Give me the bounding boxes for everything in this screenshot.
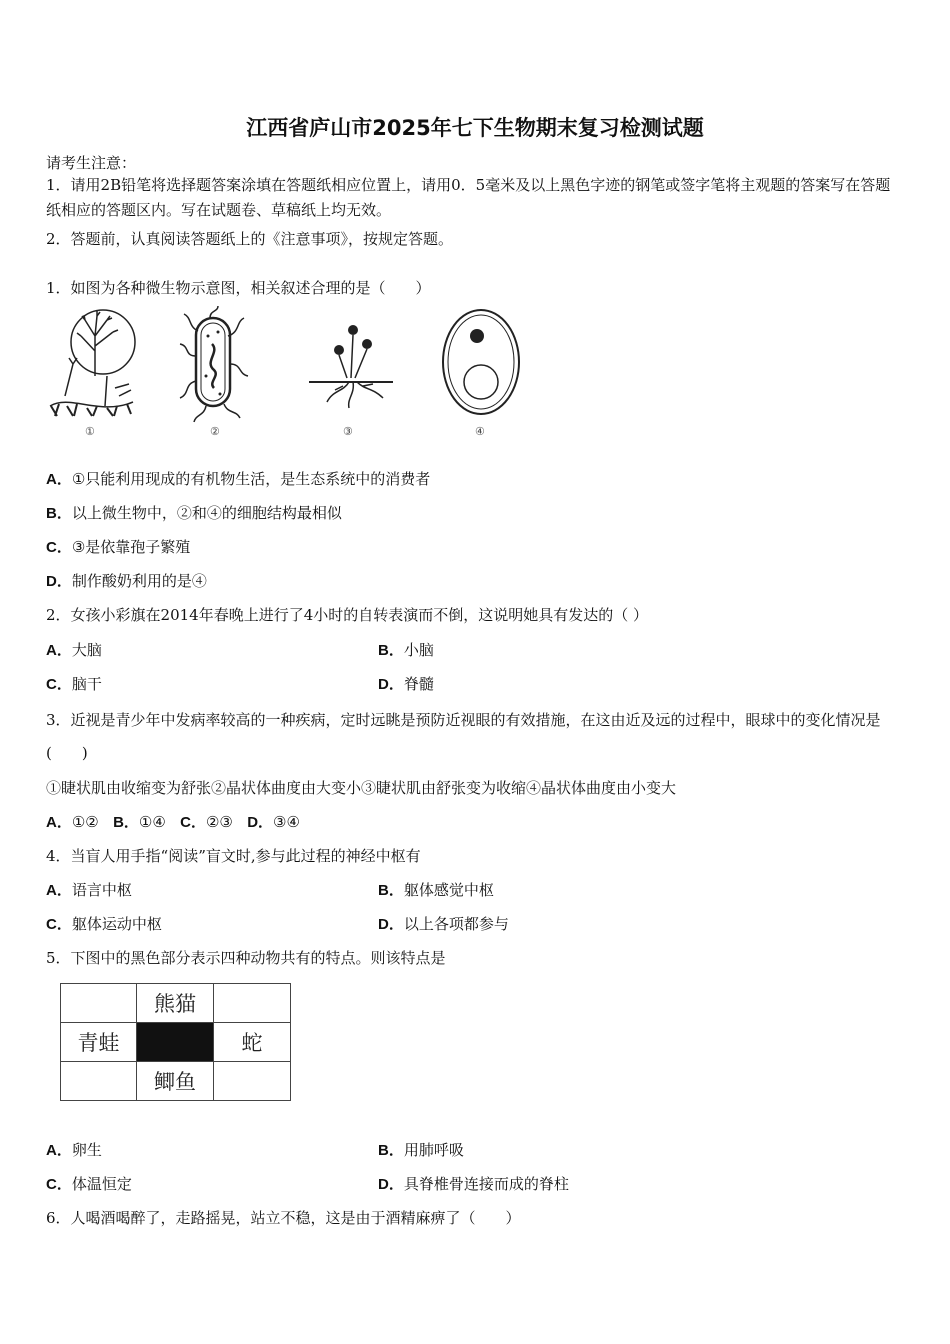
q1-option-b: B．以上微生物中，②和④的细胞结构最相似 (46, 504, 342, 522)
q4-option-a: A．语言中枢 (46, 881, 132, 899)
q3-options: A．①② B．①④ C．②③ D．③④ (46, 813, 300, 831)
microbe-figures (40, 306, 540, 444)
mold-figure-3 (303, 306, 395, 438)
grid-empty-cell (213, 1061, 291, 1101)
question-3-statements: ①睫状肌由收缩变为舒张②晶状体曲度由大变小③睫状肌由舒张变为收缩④晶状体曲度由小变大 (46, 779, 677, 797)
q5-option-c: C．体温恒定 (46, 1175, 132, 1193)
q2-option-b: B．小脑 (378, 641, 434, 659)
notice-item-2: 2．答题前，认真阅读答题纸上的《注意事项》，按规定答题。 (46, 230, 454, 248)
grid-empty-cell (60, 1061, 137, 1101)
yeast-figure-4 (435, 306, 527, 438)
page-title: 江西省庐山市2025年七下生物期末复习检测试题 (246, 116, 704, 140)
grid-empty-cell (60, 983, 137, 1023)
grid-cell-crucian-carp: 鲫鱼 (136, 1061, 214, 1101)
figure-2-label: ② (210, 425, 220, 438)
q2-option-a: A．大脑 (46, 641, 102, 659)
grid-shared-trait-black (136, 1022, 214, 1062)
q5-option-d: D．具脊椎骨连接而成的脊柱 (378, 1175, 569, 1193)
question-2-stem: 2．女孩小彩旗在2014年春晚上进行了4小时的自转表演而不倒，这说明她具有发达的（ ） (46, 606, 649, 624)
grid-empty-cell (213, 983, 291, 1023)
animal-venn-grid (60, 983, 292, 1101)
q1-option-c: C．③是依靠孢子繁殖 (46, 538, 191, 556)
question-1-stem: 1．如图为各种微生物示意图，相关叙述合理的是（ ） (46, 279, 431, 297)
q4-option-b: B．躯体感觉中枢 (378, 881, 494, 899)
q2-option-c: C．脑干 (46, 675, 102, 693)
question-3-stem: 3．近视是青少年中发病率较高的一种疾病，定时远眺是预防近视眼的有效措施，在这由近及远的过程中，眼球中的变化情况是( ) (46, 711, 881, 762)
question-6-stem: 6．人喝酒喝醉了，走路摇晃，站立不稳，这是由于酒精麻痹了（ ） (46, 1209, 521, 1227)
q2-option-d: D．脊髓 (378, 675, 434, 693)
q1-option-a: A．①只能利用现成的有机物生活，是生态系统中的消费者 (46, 470, 431, 488)
figure-1-label: ① (85, 425, 95, 438)
notice-item-1: 1．请用2B铅笔将选择题答案涂填在答题纸相应位置上，请用0．5毫米及以上黑色字迹的钢笔或签字笔将主观题的答案写在答题纸相应的答题区内。写在试题卷、草稿纸上均无效。 (46, 176, 891, 219)
q4-option-c: C．躯体运动中枢 (46, 915, 162, 933)
q4-option-d: D．以上各项都参与 (378, 915, 509, 933)
figure-4-label: ④ (475, 425, 485, 438)
q1-option-d: D．制作酸奶利用的是④ (46, 572, 207, 590)
mold-figure-1 (45, 306, 137, 438)
grid-cell-panda: 熊猫 (136, 983, 214, 1023)
grid-cell-frog: 青蛙 (60, 1022, 137, 1062)
notice-heading: 请考生注意： (46, 154, 137, 172)
question-5-stem: 5．下图中的黑色部分表示四种动物共有的特点。则该特点是 (46, 949, 446, 967)
question-4-stem: 4．当盲人用手指“阅读”盲文时,参与此过程的神经中枢有 (46, 847, 421, 865)
grid-cell-snake: 蛇 (213, 1022, 291, 1062)
bacterium-figure-2 (170, 306, 262, 438)
q5-option-a: A．卵生 (46, 1141, 102, 1159)
figure-3-label: ③ (343, 425, 353, 438)
q5-option-b: B．用肺呼吸 (378, 1141, 464, 1159)
